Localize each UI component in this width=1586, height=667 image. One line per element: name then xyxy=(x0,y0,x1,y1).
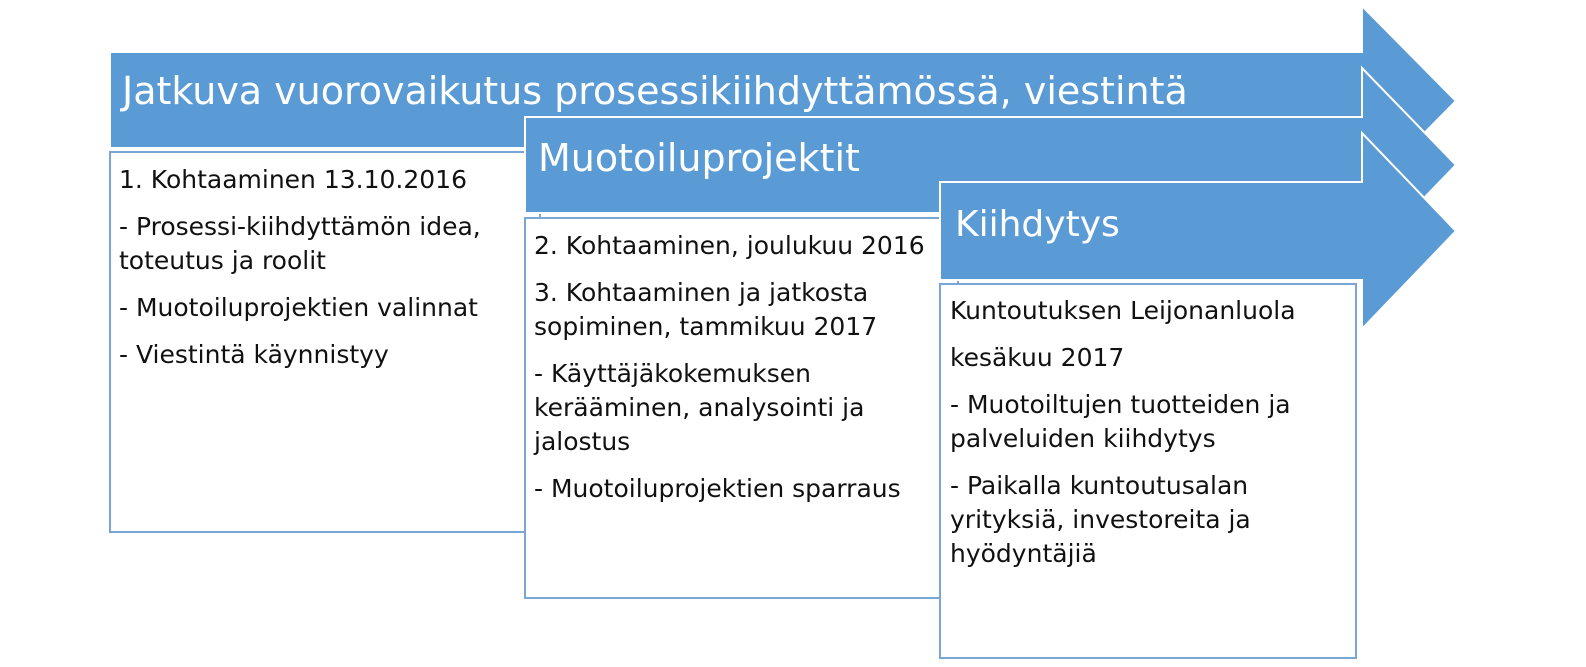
stage-3 xyxy=(940,133,1456,658)
stage-1-item-2-line-1: - Prosessi-kiihdyttämön idea, xyxy=(119,212,481,241)
stage-2-item-2-line-2: sopiminen, tammikuu 2017 xyxy=(534,312,878,341)
stage-3-title: Kiihdytys xyxy=(955,204,1120,245)
stage-3-item-4-line-2: yrityksiä, investoreita ja xyxy=(950,505,1251,534)
stage-3-item-3-line-1: - Muotoiltujen tuotteiden ja xyxy=(950,390,1291,419)
stage-1-title: Jatkuva vuorovaikutus prosessikiihdyttämössä, viestintä xyxy=(122,69,1188,113)
stage-1-item-2-line-2: toteutus ja roolit xyxy=(119,246,326,275)
stage-2-item-3-line-1: - Käyttäjäkokemuksen xyxy=(534,359,812,388)
stage-1-item-4-line-1: - Viestintä käynnistyy xyxy=(119,340,389,369)
stage-3-item-4-line-3: hyödyntäjiä xyxy=(950,539,1097,568)
stage-1-item-1-line-1: 1. Kohtaaminen 13.10.2016 xyxy=(119,165,467,194)
stage-1-item-3-line-1: - Muotoiluprojektien valinnat xyxy=(119,293,478,322)
stage-2-item-2-line-1: 3. Kohtaaminen ja jatkosta xyxy=(534,278,869,307)
stage-2-title: Muotoiluprojektit xyxy=(538,136,860,180)
stage-3-item-3-line-2: palveluiden kiihdytys xyxy=(950,424,1216,453)
stage-2-item-3-line-2: kerääminen, analysointi ja xyxy=(534,393,865,422)
stage-3-item-4-line-1: - Paikalla kuntoutusalan xyxy=(950,471,1249,500)
stage-3-item-1-line-1: Kuntoutuksen Leijonanluola xyxy=(950,296,1296,325)
stage-2-item-1-line-1: 2. Kohtaaminen, joulukuu 2016 xyxy=(534,231,925,260)
stage-3-item-2-line-1: kesäkuu 2017 xyxy=(950,343,1125,372)
stage-2-item-4-line-1: - Muotoiluprojektien sparraus xyxy=(534,474,901,503)
stage-2-item-3-line-3: jalostus xyxy=(534,427,631,456)
